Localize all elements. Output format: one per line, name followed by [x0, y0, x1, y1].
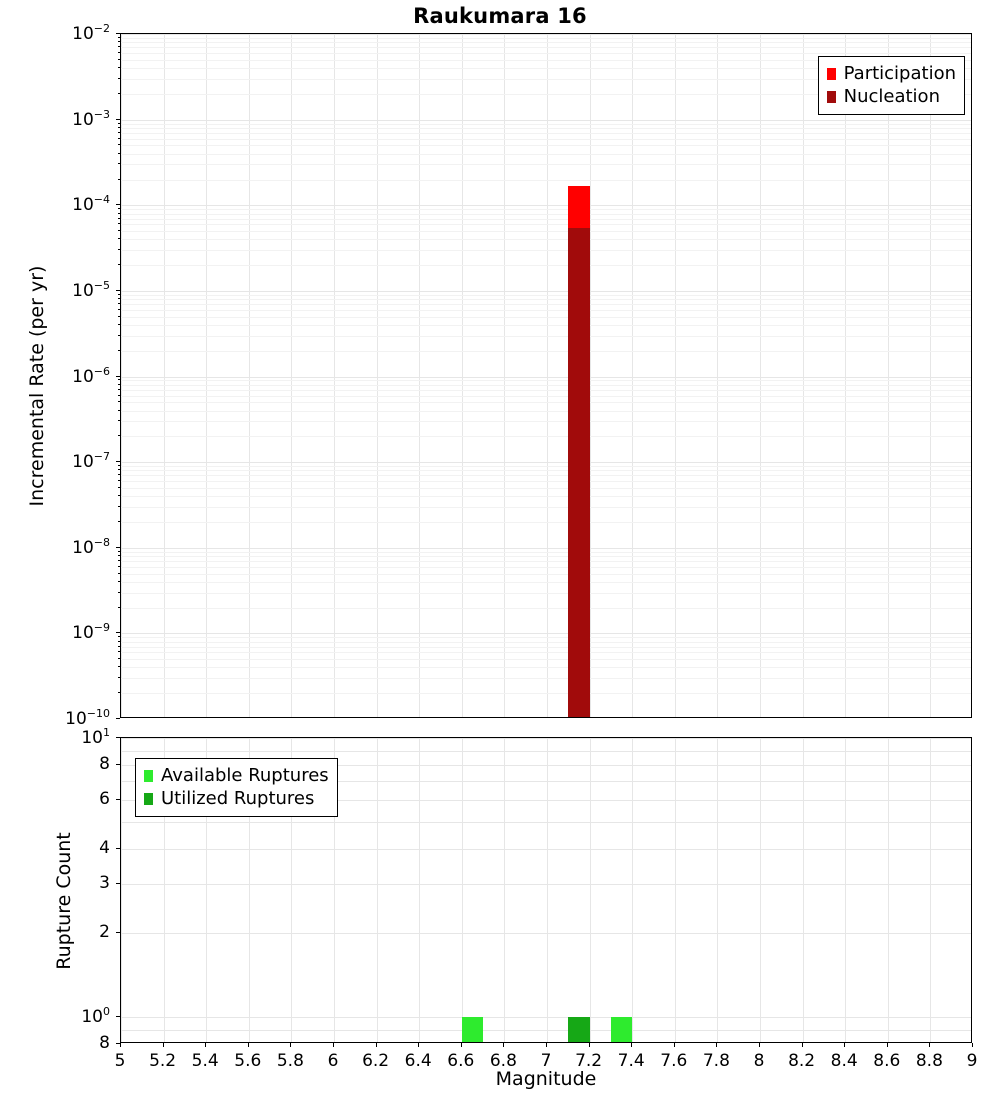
y-minor-tick-top [118, 677, 120, 678]
y-tick-bottom [116, 1016, 120, 1017]
x-ticklabel: 8.6 [873, 1051, 901, 1071]
y-minor-tick-top [118, 555, 120, 556]
y-tick-top [116, 632, 120, 633]
legend-label-nucleation: Nucleation [843, 86, 940, 107]
y-tick-top [116, 547, 120, 548]
legend-label-available-ruptures: Available Ruptures [161, 765, 329, 786]
x-tick [631, 1043, 632, 1047]
x-ticklabel: 6.2 [362, 1051, 390, 1071]
y-minor-tick-top [118, 309, 120, 310]
y-minor-tick-top [118, 401, 120, 402]
x-tick [290, 1043, 291, 1047]
y-ticklabel-top: $10^{-6}$ [72, 364, 110, 387]
y-minor-tick-top [118, 298, 120, 299]
legend-label-participation: Participation [843, 63, 956, 84]
x-ticklabel: 7.8 [702, 1051, 730, 1071]
y-minor-tick-top [118, 581, 120, 582]
y-tick-top [116, 119, 120, 120]
x-ticklabel: 8.4 [830, 1051, 858, 1071]
y-ticklabel-bottom: 2 [99, 922, 110, 942]
y-ticklabel-top: $10^{-8}$ [72, 535, 110, 558]
y-minor-tick-top [118, 213, 120, 214]
y-minor-tick-top [118, 218, 120, 219]
x-ticklabel: 5.2 [149, 1051, 177, 1071]
y-minor-tick-top [118, 658, 120, 659]
x-ticklabel: 7.4 [617, 1051, 645, 1071]
legend-item-participation [827, 62, 956, 85]
legend-item-nucleation [827, 85, 956, 108]
y-ticklabel-bottom: 6 [99, 788, 110, 809]
y-minor-tick-top [118, 238, 120, 239]
y-minor-tick-top [118, 420, 120, 421]
y-minor-tick-top [118, 389, 120, 390]
y-minor-tick-top [118, 52, 120, 53]
y-minor-tick-top [118, 495, 120, 496]
y-minor-tick-top [118, 179, 120, 180]
legend-swatch-available-ruptures [144, 770, 153, 782]
y-minor-tick-top [118, 474, 120, 475]
y-minor-tick-top [118, 138, 120, 139]
y-minor-tick-top [118, 78, 120, 79]
x-tick [418, 1043, 419, 1047]
x-ticklabel: 7 [540, 1051, 552, 1071]
x-tick [887, 1043, 888, 1047]
y-minor-tick-top [118, 607, 120, 608]
legend-swatch-utilized-ruptures [144, 793, 153, 805]
y-minor-tick-top [118, 144, 120, 145]
x-ticklabel: 6 [327, 1051, 339, 1071]
y-minor-tick-top [118, 592, 120, 593]
y-tick-top [116, 33, 120, 34]
x-ticklabel: 6.8 [489, 1051, 517, 1071]
y-minor-tick-top [118, 435, 120, 436]
y-tick-top [116, 204, 120, 205]
y-minor-tick-top [118, 573, 120, 574]
y-ticklabel-top: $10^{-5}$ [72, 279, 110, 301]
y-minor-tick-top [118, 646, 120, 647]
bar-available-ruptures [462, 1017, 483, 1043]
y-minor-tick-top [118, 521, 120, 522]
x-ticklabel: 9 [966, 1051, 978, 1071]
y-minor-tick-top [118, 264, 120, 265]
x-ticklabel: 8.8 [915, 1051, 943, 1071]
y-ticklabel-top: $10^{-9}$ [72, 621, 110, 644]
y-minor-tick-top [118, 132, 120, 133]
y-minor-tick-top [118, 487, 120, 488]
x-ticklabel: 5.6 [234, 1051, 262, 1071]
x-tick [376, 1043, 377, 1047]
incremental-rate-plot-area [120, 33, 972, 718]
y-ticklabel-top: $10^{-10}$ [65, 707, 110, 729]
x-tick [929, 1043, 930, 1047]
y-minor-tick-top [118, 465, 120, 466]
y-ticklabel-top: $10^{-4}$ [72, 193, 110, 216]
legend-bottom [135, 758, 338, 817]
y-tick-top [116, 376, 120, 377]
y-ticklabel-top: $10^{-3}$ [72, 107, 110, 130]
y-tick-bottom [116, 737, 120, 738]
y-minor-tick-top [118, 641, 120, 642]
y-minor-tick-top [118, 67, 120, 68]
y-minor-tick-top [118, 395, 120, 396]
y-tick-top [116, 461, 120, 462]
x-ticklabel: 7.2 [575, 1051, 603, 1071]
bar-utilized-ruptures [568, 1017, 589, 1043]
y-minor-tick-top [118, 223, 120, 224]
y-ticklabel-bottom: $10^0$ [81, 1005, 110, 1027]
y-tick-bottom [116, 799, 120, 800]
x-tick [546, 1043, 547, 1047]
x-ticklabel: 6.6 [447, 1051, 475, 1071]
x-ticklabel: 8.2 [788, 1051, 816, 1071]
y-axis-label-top: Incremental Rate (per yr) [26, 265, 48, 507]
x-tick [503, 1043, 504, 1047]
y-minor-tick-top [118, 249, 120, 250]
y-minor-tick-top [118, 636, 120, 637]
y-minor-tick-top [118, 379, 120, 380]
x-tick [802, 1043, 803, 1047]
legend-top [818, 56, 965, 115]
x-ticklabel: 7.6 [660, 1051, 688, 1071]
rupture-count-plot-area [120, 737, 972, 1043]
y-minor-tick-top [118, 551, 120, 552]
page-title: Raukumara 16 [413, 4, 587, 28]
y-minor-tick-top [118, 127, 120, 128]
y-minor-tick-top [118, 294, 120, 295]
y-axis-label-bottom: Rupture Count [53, 832, 75, 970]
y-minor-tick-top [118, 324, 120, 325]
y-tick-bottom [116, 932, 120, 933]
bar-available-ruptures [611, 1017, 632, 1043]
y-minor-tick-top [118, 93, 120, 94]
x-tick [120, 1043, 121, 1047]
x-tick [759, 1043, 760, 1047]
y-minor-tick-top [118, 123, 120, 124]
y-minor-tick-top [118, 410, 120, 411]
y-minor-tick-top [118, 46, 120, 47]
y-ticklabel-bottom: 8 [99, 754, 110, 774]
x-tick [333, 1043, 334, 1047]
y-tick-bottom [116, 764, 120, 765]
y-minor-tick-top [118, 208, 120, 209]
y-minor-tick-top [118, 350, 120, 351]
y-ticklabel-top: $10^{-7}$ [72, 450, 110, 472]
legend-item-available-ruptures [144, 764, 329, 787]
y-ticklabel-bottom: 8 [99, 1033, 110, 1053]
x-ticklabel: 5.4 [191, 1051, 219, 1071]
legend-swatch-participation [827, 68, 836, 80]
y-ticklabel-bottom: 3 [99, 872, 110, 893]
y-minor-tick-top [118, 566, 120, 567]
y-minor-tick-top [118, 506, 120, 507]
y-tick-bottom [116, 848, 120, 849]
y-minor-tick-top [118, 303, 120, 304]
x-axis-label: Magnitude [495, 1068, 597, 1090]
y-minor-tick-top [118, 469, 120, 470]
y-minor-tick-top [118, 230, 120, 231]
x-tick [844, 1043, 845, 1047]
x-ticklabel: 5.8 [276, 1051, 304, 1071]
x-tick [461, 1043, 462, 1047]
y-minor-tick-top [118, 335, 120, 336]
y-tick-top [116, 718, 120, 719]
x-tick [248, 1043, 249, 1047]
y-minor-tick-top [118, 163, 120, 164]
y-ticklabel-bottom: 4 [99, 838, 110, 858]
y-minor-tick-top [118, 560, 120, 561]
y-minor-tick-top [118, 480, 120, 481]
y-tick-top [116, 290, 120, 291]
legend-swatch-nucleation [827, 91, 836, 103]
x-ticklabel: 5 [114, 1051, 126, 1071]
y-minor-tick-top [118, 316, 120, 317]
y-minor-tick-top [118, 59, 120, 60]
x-tick [205, 1043, 206, 1047]
y-minor-tick-top [118, 384, 120, 385]
legend-label-utilized-ruptures: Utilized Ruptures [161, 788, 315, 809]
x-tick [674, 1043, 675, 1047]
x-tick [716, 1043, 717, 1047]
y-minor-tick-top [118, 153, 120, 154]
x-tick [972, 1043, 973, 1047]
x-ticklabel: 6.4 [404, 1051, 432, 1071]
x-ticklabel: 8 [753, 1051, 765, 1071]
y-minor-tick-top [118, 41, 120, 42]
y-minor-tick-top [118, 666, 120, 667]
legend-item-utilized-ruptures [144, 787, 329, 810]
bar-nucleation [568, 228, 589, 719]
y-ticklabel-top: $10^{-2}$ [72, 22, 110, 44]
y-minor-tick-top [118, 37, 120, 38]
y-tick-bottom [116, 883, 120, 884]
x-tick [163, 1043, 164, 1047]
x-tick [589, 1043, 590, 1047]
y-minor-tick-top [118, 651, 120, 652]
y-ticklabel-bottom: $10^1$ [81, 726, 110, 748]
y-minor-tick-top [118, 692, 120, 693]
